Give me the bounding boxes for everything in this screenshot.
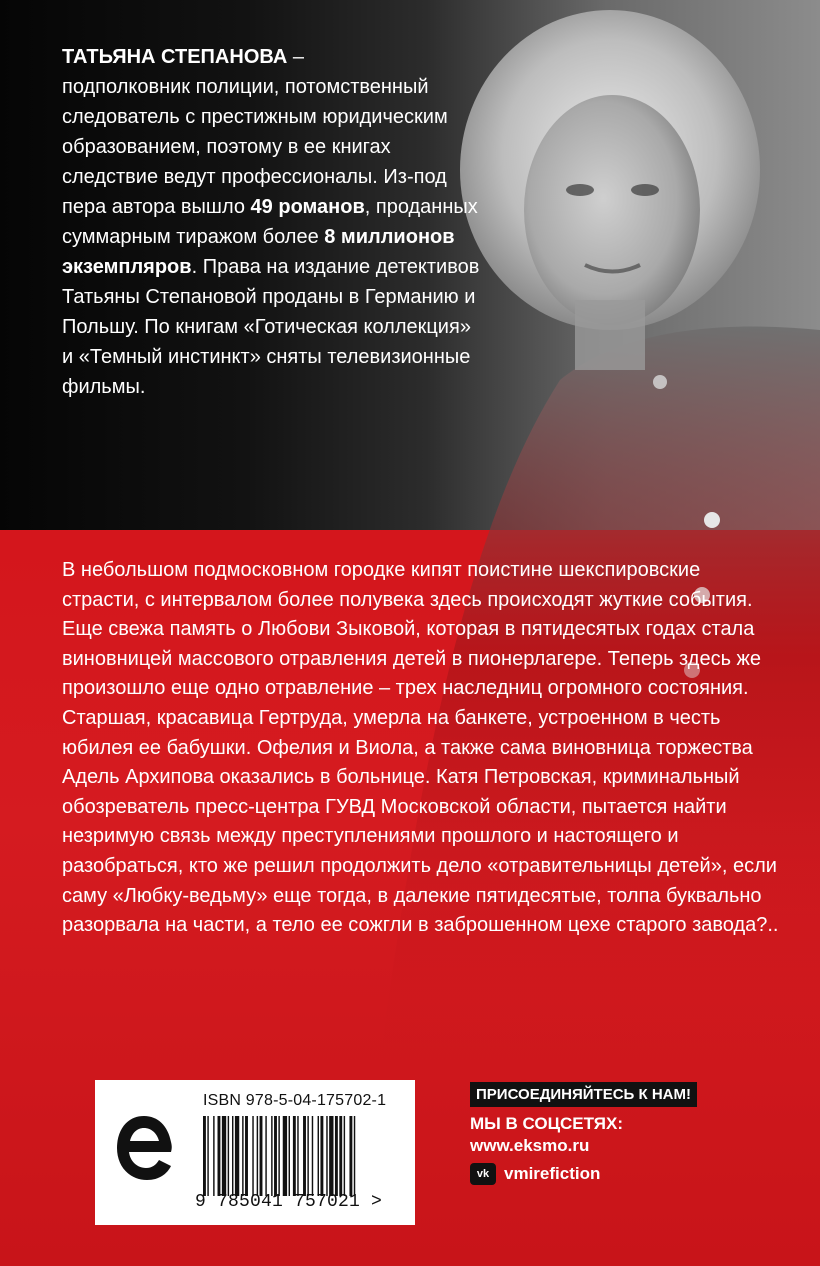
barcode-bar: [297, 1116, 298, 1196]
barcode-bar: [307, 1116, 308, 1196]
barcode-bar: [278, 1116, 279, 1196]
ean-number: 9 785041 757021 >: [195, 1192, 383, 1212]
barcode-bar: [326, 1116, 327, 1196]
barcode-bar: [318, 1116, 319, 1196]
barcode-bar: [312, 1116, 313, 1196]
barcode-bar: [271, 1116, 272, 1196]
barcode-bar: [293, 1116, 296, 1196]
barcode-bar: [228, 1116, 229, 1196]
barcode-bar: [335, 1116, 338, 1196]
barcode-bar: [242, 1116, 243, 1196]
vk-link[interactable]: [470, 1163, 730, 1185]
annotation-text: В небольшом подмосковном городке кипят поистине шекспировские страсти, с интервалом более полувека здесь происходят жуткие события. Еще свежа память о Любови Зыковой, которая в пятидесятых годах стала виновницей массового отравления детей в пионерлагере. Теперь здесь же произошло еще одно отравление – трех наследниц огромного состояния. Старшая, красавица Гертруда, умерла на банкете, устроенном в честь юбилея ее бабушки. Офелия и Виола, а также сама виновница торжества Адель Архипова оказались в больнице. Катя Петровская, криминальный обозреватель пресс-центра ГУВД Московской области, пытается найти незримую связь между преступлениями прошлого и настоящего и разобраться, кто же решил продолжить дело «отравительницы детей», если саму «Любку-ведьму» еще тогда, в далекие пятидесятые, толпа буквально разорвала на части, а тело ее сожгли в заброшенном цехе старого завода?..: [62, 559, 779, 937]
isbn-number: ISBN 978-5-04-175702-1: [203, 1092, 387, 1109]
barcode-panel: [95, 1080, 415, 1225]
website-link[interactable]: www.eksmo.ru: [470, 1136, 590, 1155]
vk-icon: vk: [470, 1163, 496, 1185]
author-bio: [62, 42, 482, 402]
author-name: ТАТЬЯНА СТЕПАНОВА: [62, 46, 288, 68]
social-networks-label: МЫ В СОЦСЕТЯХ:: [470, 1114, 624, 1133]
barcode-bar: [339, 1116, 342, 1196]
author-dash: –: [287, 46, 304, 68]
barcode-bar: [260, 1116, 263, 1196]
barcode-bar: [203, 1116, 206, 1196]
barcode-bar: [232, 1116, 233, 1196]
bio-bold-1: 49 романов: [250, 196, 365, 218]
barcode-bar: [265, 1116, 266, 1196]
barcode-bar: [257, 1116, 258, 1196]
bio-text-1: подполковник полиции, потомственный следователь с престижным юридическим образованием, поэтому в ее книгах следствие ведут профессионалы. Из-под пера автора вышло: [62, 76, 448, 218]
barcode-bar: [222, 1116, 226, 1196]
barcode-bar: [274, 1116, 277, 1196]
barcode-bar: [218, 1116, 221, 1196]
bio-text-3: . Права на издание детективов Татьяны Степановой проданы в Германию и Польшу. По книгам «Готическая коллекция» и «Темный инстинкт» сняты телевизионные фильмы.: [62, 256, 480, 398]
barcode-bar: [213, 1116, 214, 1196]
eksmo-logo-icon: [113, 1108, 175, 1188]
vk-name: vmirefiction: [504, 1164, 601, 1183]
barcode-bar: [354, 1116, 355, 1196]
barcode-bar: [303, 1116, 306, 1196]
barcode-bar: [245, 1116, 248, 1196]
barcode-bars: [203, 1116, 407, 1196]
barcode-bar: [207, 1116, 208, 1196]
social-block: [470, 1082, 730, 1185]
book-annotation: [62, 556, 782, 941]
barcode-bar: [235, 1116, 239, 1196]
bio-bold-2: 8 миллионов экземпляров: [62, 226, 455, 278]
barcode-bar: [283, 1116, 287, 1196]
barcode-bar: [344, 1116, 345, 1196]
bio-text-2: , проданных суммарным тиражом более: [62, 196, 478, 248]
barcode-bar: [252, 1116, 253, 1196]
join-us-banner: ПРИСОЕДИНЯЙТЕСЬ К НАМ!: [470, 1082, 697, 1107]
barcode-bar: [349, 1116, 352, 1196]
barcode-bar: [329, 1116, 333, 1196]
barcode-bar: [320, 1116, 323, 1196]
barcode-bar: [289, 1116, 290, 1196]
